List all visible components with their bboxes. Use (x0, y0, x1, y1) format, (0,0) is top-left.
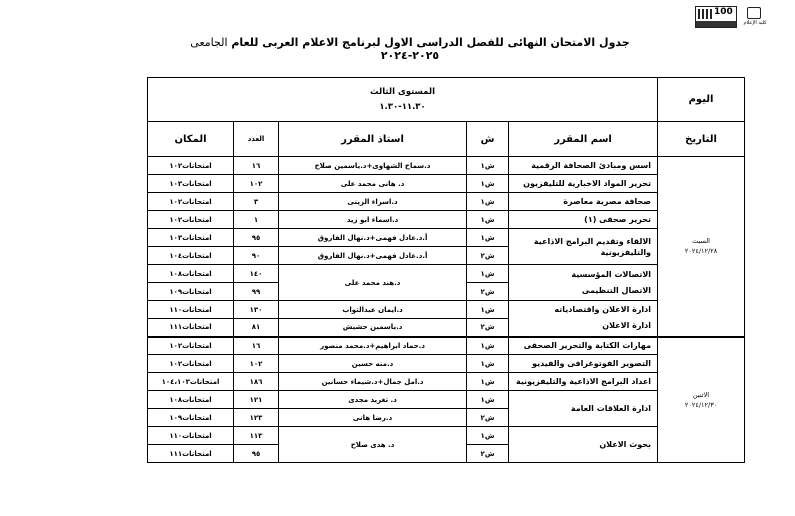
level-header (148, 78, 658, 122)
faculty-logo (741, 6, 769, 28)
table-row: بحوث الاعلان ش١ د. هدى صلاح ١١٣ امتحانات١١٠ (148, 427, 745, 445)
day-cell: الاثنين ٢٠٢٤/١٢/٣٠ (658, 337, 745, 463)
table-row: السبت ٢٠٢٤/١٢/٢٨ اسس ومبادئ الصحافة الرقمية ش١ د.سماح الشهاوى+د.ياسمين صلاح ١٦ امتحانات١٠٢ (148, 157, 745, 175)
col-section: ش (467, 122, 509, 157)
table-row: اعداد البرامج الاذاعية والتليفزيونية ش١ د.امل جمال+د.شيماء حسانين ١٨٦ امتحانات١٠٤،١٠٣ (148, 373, 745, 391)
day-header: اليوم (658, 78, 745, 122)
table-row: ش٢ د.رضا هانى ١٢٣ امتحانات١٠٩ (148, 409, 745, 427)
barcode-icon (698, 9, 712, 19)
table-row: تحرير المواد الاخبارية للتليفزيون ش١ د. هانى محمد على ١٠٢ امتحانات١٠٣ (148, 175, 745, 193)
table-row: الالقاء وتقديم البرامج الاذاعية والتليفزيونية ش١ أ.د.عادل فهمى+د.نهال الفاروق ٩٥ امتحانات١٠٣ (148, 229, 745, 247)
logo-number: 100 (714, 7, 733, 17)
faculty-emblem-icon (747, 7, 761, 19)
table-row: ش٢ أ.د.عادل فهمى+د.نهال الفاروق ٩٠ امتحانات١٠٤ (148, 247, 745, 265)
table-row: تحرير صحفى (١) ش١ د.اسماء ابو زيد ١ امتحانات١٠٢ (148, 211, 745, 229)
exam-schedule-table (147, 77, 745, 463)
table-row: ش٢ ٩٩ امتحانات١٠٩ (148, 283, 745, 301)
col-count: العدد (234, 122, 279, 157)
table-row: ادارة العلاقات العامة ش١ د. تغريد مجدى ١٢١ امتحانات١٠٨ (148, 391, 745, 409)
table-row: التصوير الفوتوغرافى والفيديو ش١ د.منه حسين ١٠٢ امتحانات١٠٢ (148, 355, 745, 373)
col-course: اسم المقرر (509, 122, 658, 157)
faculty-logo-caption: كلية الإعلام (743, 20, 767, 26)
table-row: الاثنين ٢٠٢٤/١٢/٣٠ مهارات الكتابة والتحرير الصحفى ش١ د.حماد ابراهيم+د.محمد منصور ١٦ امتحانات١٠٢ (148, 337, 745, 355)
university-logo (695, 6, 737, 28)
table-row: الاتصالات المؤسسية الاتصال التنظيمى ش١ د.هند محمد على ١٤٠ امتحانات١٠٨ (148, 265, 745, 283)
time-slot: ١١.٣٠-١.٣٠ (379, 101, 426, 112)
table-row: ش٢ د.ياسمين حشيش ٨١ امتحانات١١١ (148, 319, 745, 337)
col-location: المكان (148, 122, 234, 157)
level-title: المستوى الثالث (370, 86, 435, 97)
day-cell: السبت ٢٠٢٤/١٢/٢٨ (658, 157, 745, 337)
table-row: ادارة الاعلان واقتصادياته ادارة الاعلان ش١ د.ايمان عبدالتواب ١٣٠ امتحانات١١٠ (148, 301, 745, 319)
table-row: صحافة مصرية معاصرة ش١ د.اسراء الزينى ٣ امتحانات١٠٢ (148, 193, 745, 211)
col-instructor: استاذ المقرر (279, 122, 467, 157)
page-title: جدول الامتحان النهائى للفصل الدراسى الاول لبرنامج الاعلام العربى للعام الجامعى ٢٠٢٥-٢٠٢٤ (190, 36, 630, 62)
header-logos (695, 6, 775, 28)
col-date: التاريخ (658, 122, 745, 157)
table-row: ش٢ ٩٥ امتحانات١١١ (148, 445, 745, 463)
